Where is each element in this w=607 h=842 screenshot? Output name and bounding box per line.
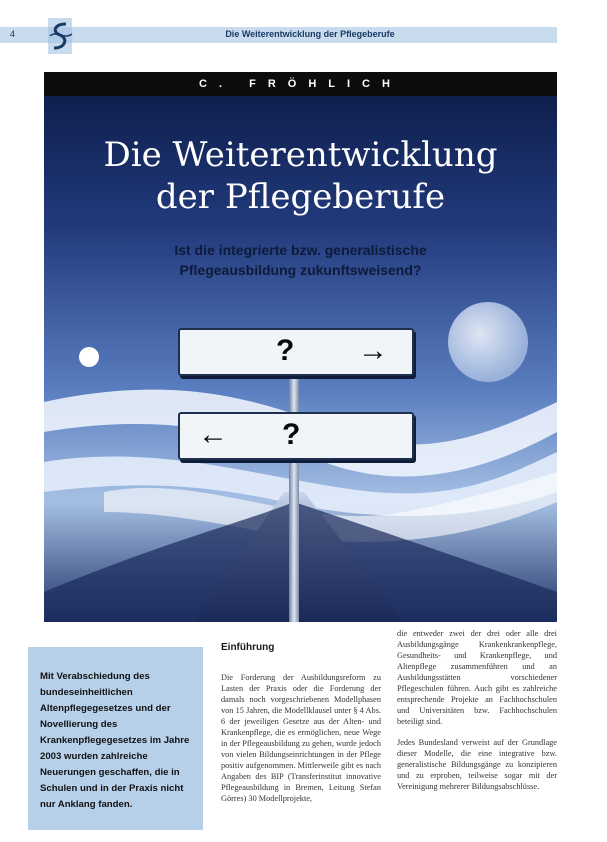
question-mark-icon: ? [276,334,295,367]
arrow-left-icon: ← [198,418,228,451]
body-paragraph: Die Forderung der Ausbildungsreform zu Lasten der Praxis oder die Forderung der damals noch vorgeschriebenen Modellphasen von 15 Jahren, die Modellklausel unter § 4 Abs. 6 der jeweiligen Gesetze aus der Alten- und Krankenpflege, die es ermöglichen, neue Wege in der Pflegeausbildung zu gehen, wurde jedoch von vielen Bildungseinrichtungen in der Pflege positiv aufgenommen. Mittlerweile gibt es nach Angaben des BIP (Transferinstitut innovative Pflegeausbildung in Bremen, Leitung Stefan Görres) 30 Modellprojekte, [221,673,381,803]
body-column-1 [221,672,381,814]
signpost-bottom [178,412,414,460]
signpost-top [178,328,414,376]
arrow-right-icon: → [358,334,388,367]
cover-illustration [44,72,557,622]
author-name: C. FRÖHLICH [199,78,402,90]
signpost-pole [289,372,299,622]
article-title-line-1: Die Weiterentwicklung [103,135,498,175]
article-subtitle-line-2: Pflegeausbildung zukunftsweisend? [179,262,422,278]
question-mark-icon: ? [282,418,301,451]
body-paragraph: Jedes Bundesland verweist auf der Grundlage dieser Modelle, die eine integrative bzw. generalistische Bildungsgänge zu konzipieren und zu erproben, teilweise sogar mit der Vereinigung mehrerer Bildungsabschlüsse. [397,738,557,791]
article-title [44,134,557,218]
article-title-line-2: der Pflegeberufe [155,177,446,217]
running-title: Die Weiterentwicklung der Pflegeberufe [225,29,395,39]
article-subtitle [44,240,557,280]
body-paragraph: die entweder zwei der drei oder alle drei Ausbildungsgänge Krankenkrankenpflege, Gesundheits- und Krankenpflege, und Altenpflege zusammenführen und an Ausbildungsstätten vorschiedener Pflegeschulen führen. Auch gibt es zahlreiche entsprechende Projekte an Fachhochschulen und Universitäten bzw. Fachhochschulen beteiligt sind. [397,629,557,726]
body-column-2 [397,628,557,802]
summary-text: Mit Verabschiedung des bundeseinheitlichen Altenpflegegesetzes und der Novellierung des Krankenpflegegesetzes im Jahre 2003 wurden zahlreiche Neuerungen geschaffen, die in Schulen und in der Praxis nicht nur Anklang fanden. [40,671,190,810]
section-heading: Einführung [221,642,275,653]
publisher-logo-icon [44,18,78,54]
page-number: 4 [10,29,16,39]
article-subtitle-line-1: Ist die integrierte bzw. generalistische [174,242,427,258]
